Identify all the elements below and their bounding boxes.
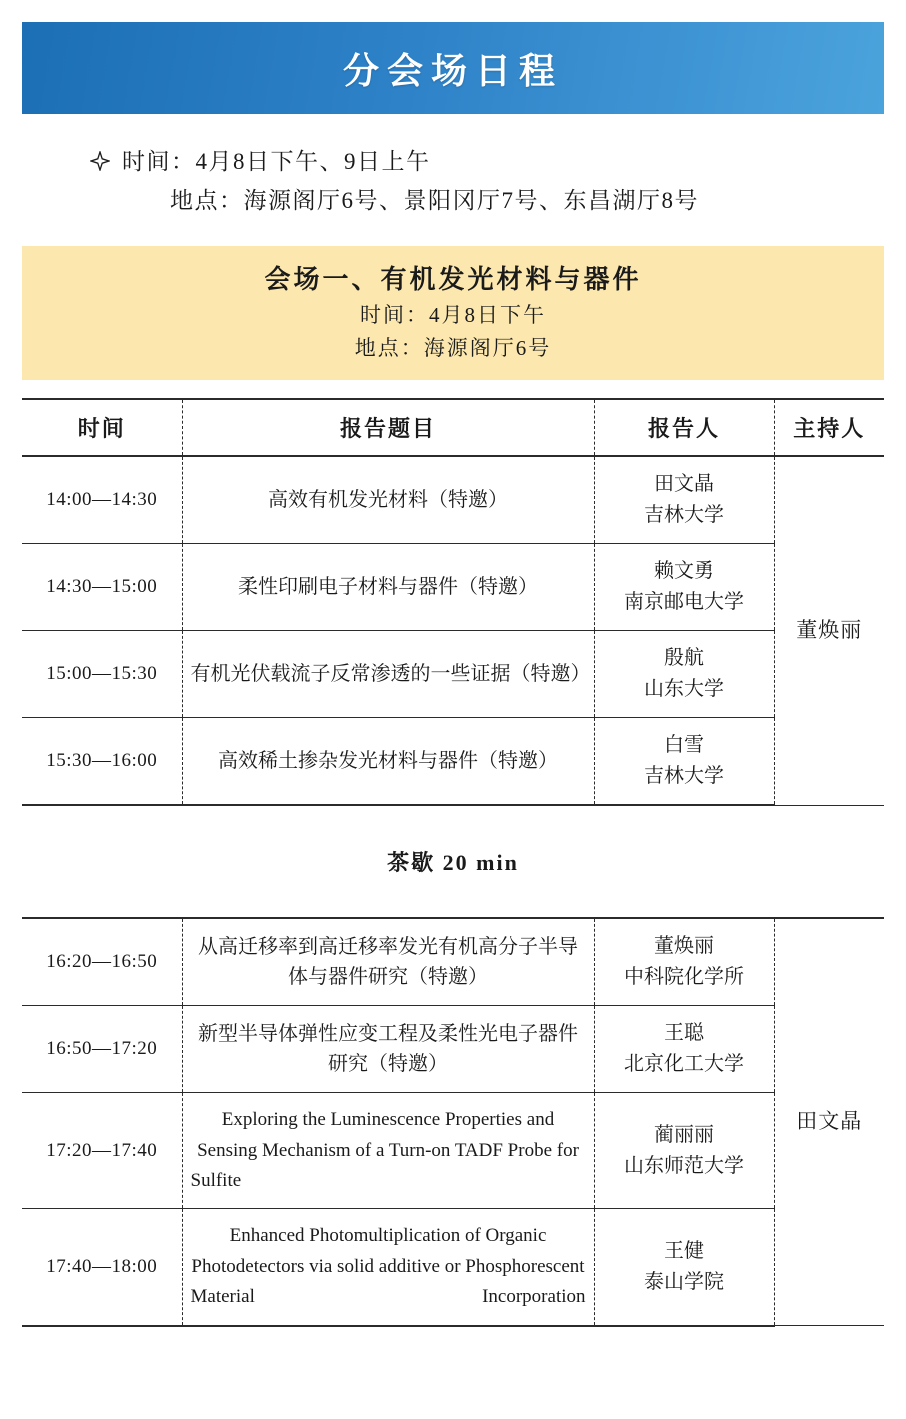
table-row	[22, 919, 884, 1006]
cell-speaker	[594, 1006, 774, 1093]
cell-time: 17:20—17:40	[22, 1093, 182, 1209]
cell-title: 柔性印刷电子材料与器件（特邀）	[182, 544, 594, 631]
speaker-affiliation: 山东师范大学	[624, 1154, 744, 1177]
speaker-name: 王聪	[664, 1022, 704, 1045]
cell-time: 15:30—16:00	[22, 718, 182, 806]
speaker-name: 蔺丽丽	[654, 1123, 714, 1146]
speaker-affiliation: 中科院化学所	[624, 966, 744, 989]
meta-place-label: 地点：	[170, 188, 244, 214]
cell-title: 高效稀土掺杂发光材料与器件（特邀）	[182, 718, 594, 806]
cell-speaker	[594, 718, 774, 806]
cell-speaker	[594, 1209, 774, 1326]
meta-place-value: 海源阁厅6号、景阳冈厅7号、东昌湖厅8号	[243, 188, 699, 214]
speaker-name: 白雪	[664, 734, 704, 757]
session-title: 会场一、有机发光材料与器件	[264, 265, 642, 295]
table-body-group-1	[22, 456, 884, 805]
speaker-affiliation: 吉林大学	[644, 765, 724, 788]
session-time: 时间：4月8日下午	[360, 303, 546, 328]
cell-time: 17:40—18:00	[22, 1209, 182, 1326]
cell-speaker	[594, 919, 774, 1006]
table-row	[22, 1093, 884, 1209]
column-header-title: 报告题目	[182, 400, 594, 456]
schedule-table-group-1	[22, 400, 884, 806]
speaker-affiliation: 山东大学	[644, 678, 724, 701]
cell-chair: 田文晶	[774, 919, 884, 1325]
page-title: 分会场日程	[342, 50, 563, 91]
column-header-time: 时间	[22, 400, 182, 456]
table-row	[22, 456, 884, 544]
schedule-table-group-2	[22, 919, 884, 1326]
speaker-affiliation: 吉林大学	[644, 504, 724, 527]
table-row	[22, 718, 884, 806]
cell-chair: 董焕丽	[774, 456, 884, 805]
speaker-affiliation: 南京邮电大学	[624, 591, 744, 614]
speaker-affiliation: 北京化工大学	[624, 1053, 744, 1076]
cell-title: 高效有机发光材料（特邀）	[182, 456, 594, 544]
speaker-name: 田文晶	[654, 473, 714, 496]
speaker-name: 王健	[664, 1240, 704, 1263]
table-header	[22, 400, 884, 456]
cell-time: 14:30—15:00	[22, 544, 182, 631]
table-row	[22, 544, 884, 631]
cell-title: Exploring the Luminescence Properties and Sensing Mechanism of a Turn-on TADF Probe for Sulfite	[182, 1093, 594, 1209]
meta-place-row	[30, 181, 876, 220]
table-row	[22, 1006, 884, 1093]
table-row	[22, 631, 884, 718]
event-meta	[0, 142, 906, 220]
session-place: 地点：海源阁厅6号	[354, 335, 552, 360]
cell-title: 新型半导体弹性应变工程及柔性光电子器件研究（特邀）	[182, 1006, 594, 1093]
speaker-name: 殷航	[664, 647, 704, 670]
cell-speaker	[594, 631, 774, 718]
meta-time-row	[30, 142, 876, 181]
page-banner	[22, 22, 884, 114]
tea-break-row: 茶歇 20 min	[387, 850, 519, 876]
cell-time: 16:50—17:20	[22, 1006, 182, 1093]
cell-time: 14:00—14:30	[22, 456, 182, 544]
session-header	[22, 246, 884, 380]
speaker-name: 董焕丽	[654, 935, 714, 958]
cell-title: 有机光伏载流子反常渗透的一些证据（特邀）	[182, 631, 594, 718]
meta-time-value: 4月8日下午、9日上午	[195, 149, 431, 174]
speaker-affiliation: 泰山学院	[644, 1271, 724, 1294]
cell-title: Enhanced Photomultiplication of Organic Photodetectors via solid additive or Phosphorescent Material Incorporation	[182, 1209, 594, 1326]
cell-time: 15:00—15:30	[22, 631, 182, 718]
column-header-speaker: 报告人	[594, 400, 774, 456]
cell-title: 从高迁移率到高迁移率发光有机高分子半导体与器件研究（特邀）	[182, 919, 594, 1006]
cell-speaker	[594, 544, 774, 631]
cell-speaker	[594, 1093, 774, 1209]
table-header-row	[22, 400, 884, 456]
cell-speaker	[594, 456, 774, 544]
column-header-chair: 主持人	[774, 400, 884, 456]
cell-time: 16:20—16:50	[22, 919, 182, 1006]
meta-time-label: 时间：	[122, 149, 196, 174]
table-body-group-2	[22, 919, 884, 1325]
speaker-name: 赖文勇	[654, 560, 714, 583]
diamond-icon	[90, 144, 110, 164]
table-row	[22, 1209, 884, 1326]
